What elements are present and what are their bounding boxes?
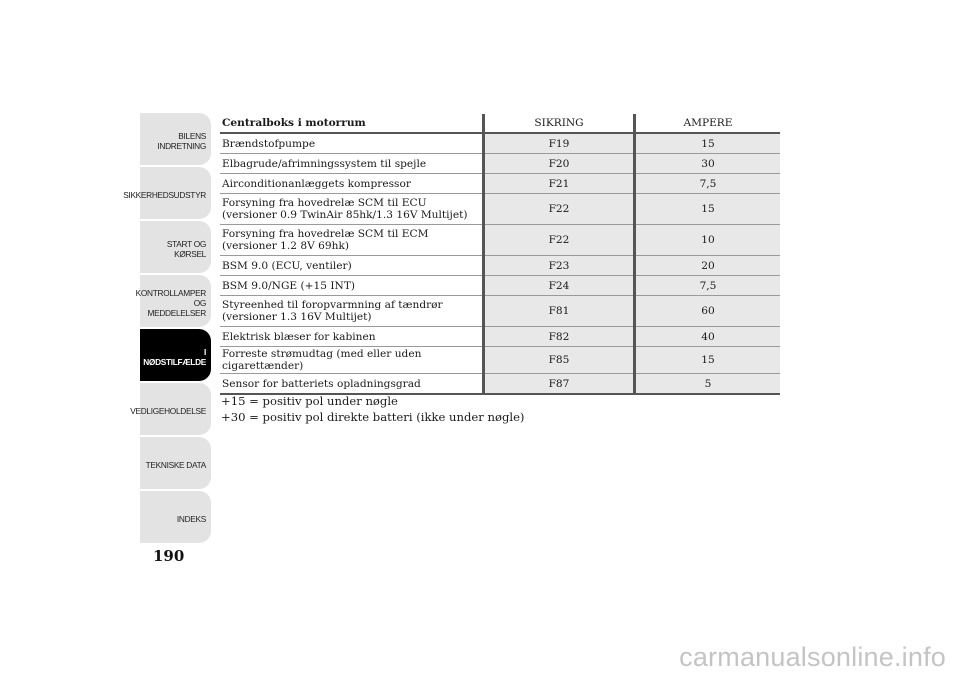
fuse-table [220, 114, 780, 395]
fuse-cell: F20 [484, 154, 635, 174]
ampere-cell: 30 [635, 154, 781, 174]
watermark: carmanualsonline.info [679, 642, 946, 672]
tab-kontrollamper[interactable]: KONTROLLAMPER OG MEDDELELSER [140, 275, 211, 327]
table-row [220, 327, 780, 347]
note-plus-30: +30 = positiv pol direkte batteri (ikke under nøgle) [221, 410, 525, 424]
table-row [220, 194, 780, 225]
ampere-cell: 10 [635, 225, 781, 256]
ampere-cell: 60 [635, 296, 781, 327]
component-cell: Styreenhed til foropvarmning af tændrør (versioner 1.3 16V Multijet) [220, 296, 484, 327]
table-row [220, 296, 780, 327]
fuse-cell: F22 [484, 225, 635, 256]
ampere-cell: 15 [635, 347, 781, 374]
fuse-cell: F81 [484, 296, 635, 327]
table-row [220, 133, 780, 154]
component-cell: Airconditionanlæggets kompressor [220, 174, 484, 194]
tab-bilens-indretning[interactable]: BILENS INDRETNING [140, 113, 211, 165]
table-row [220, 154, 780, 174]
table-row [220, 347, 780, 374]
ampere-cell: 7,5 [635, 174, 781, 194]
tab-indeks[interactable]: INDEKS [140, 491, 211, 543]
header-sikring: SIKRING [484, 114, 635, 133]
tab-start-og-korsel[interactable]: START OG KØRSEL [140, 221, 211, 273]
component-cell: Elektrisk blæser for kabinen [220, 327, 484, 347]
fuse-cell: F23 [484, 256, 635, 276]
fuse-cell: F82 [484, 327, 635, 347]
table-row [220, 256, 780, 276]
tab-tekniske-data[interactable]: TEKNISKE DATA [140, 437, 211, 489]
fuse-cell: F87 [484, 374, 635, 395]
fuse-cell: F24 [484, 276, 635, 296]
note-plus-15: +15 = positiv pol under nøgle [221, 394, 398, 408]
ampere-cell: 15 [635, 133, 781, 154]
component-cell: BSM 9.0/NGE (+15 INT) [220, 276, 484, 296]
fuse-cell: F19 [484, 133, 635, 154]
component-cell: BSM 9.0 (ECU, ventiler) [220, 256, 484, 276]
table-row [220, 225, 780, 256]
tab-i-nodstilfaelde[interactable]: I NØDSTILFÆLDE [140, 329, 211, 381]
page-number: 190 [153, 547, 185, 565]
table-row [220, 374, 780, 395]
table-row [220, 174, 780, 194]
ampere-cell: 20 [635, 256, 781, 276]
header-ampere: AMPERE [635, 114, 781, 133]
ampere-cell: 15 [635, 194, 781, 225]
tab-sikkerhedsudstyr[interactable]: SIKKERHEDSUDSTYR [140, 167, 211, 219]
component-cell: Forsyning fra hovedrelæ SCM til ECU (versioner 0.9 TwinAir 85hk/1.3 16V Multijet) [220, 194, 484, 225]
table-row [220, 276, 780, 296]
component-cell: Forsyning fra hovedrelæ SCM til ECM (versioner 1.2 8V 69hk) [220, 225, 484, 256]
tab-vedligeholdelse[interactable]: VEDLIGEHOLDELSE [140, 383, 211, 435]
component-cell: Elbagrude/afrimningssystem til spejle [220, 154, 484, 174]
component-cell: Forreste strømudtag (med eller uden cigarettænder) [220, 347, 484, 374]
ampere-cell: 5 [635, 374, 781, 395]
terminal-notes [221, 393, 524, 425]
component-cell: Brændstofpumpe [220, 133, 484, 154]
ampere-cell: 7,5 [635, 276, 781, 296]
table-header-row [220, 114, 780, 133]
component-cell: Sensor for batteriets opladningsgrad [220, 374, 484, 395]
fuse-cell: F21 [484, 174, 635, 194]
header-centralboks: Centralboks i motorrum [222, 117, 366, 129]
ampere-cell: 40 [635, 327, 781, 347]
fuse-cell: F85 [484, 347, 635, 374]
fuse-cell: F22 [484, 194, 635, 225]
